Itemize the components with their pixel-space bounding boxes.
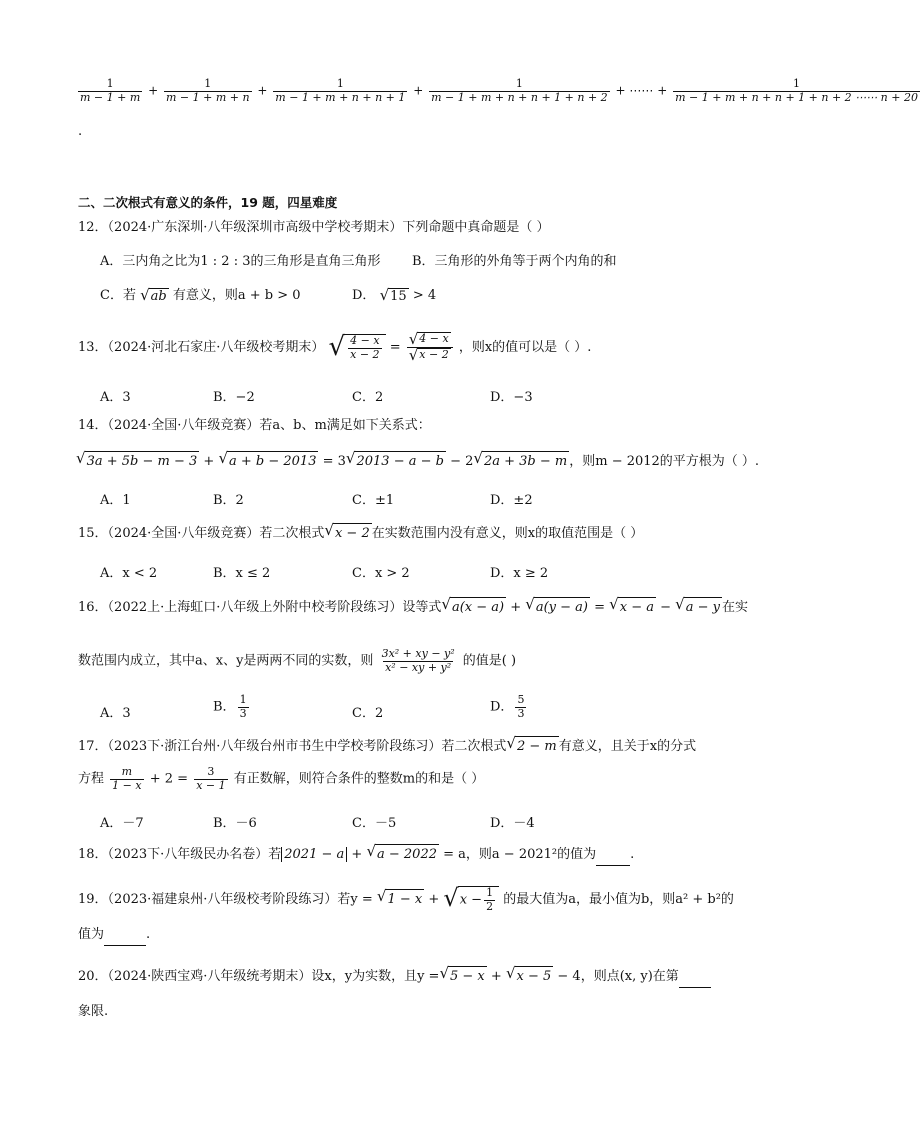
formula-term-2: $\frac{1}{m - 1 + m + n}$ [166, 77, 250, 104]
question-15-stem: 15．（2024·全国·八年级竞赛）若二次根式 √ x − 2 在实数范围内没有意义，则x的取值范围是（ ） [78, 523, 643, 544]
question-14-option-b: B．2 [213, 493, 244, 508]
question-15-option-d: D．x ≥ 2 [490, 566, 549, 581]
answer-blank-18[interactable] [596, 845, 630, 866]
question-19-stem: 19．（2023·福建泉州·八年级校考阶段练习）若y = √ 1 − x + √ x − $\frac{1}{2}$ 的最大值为a，最小值为b，则a² + b²的 [78, 884, 734, 913]
formula-term-4: $\frac{1}{m - 1 + m + n + n + 1 + n + 2}$ [431, 77, 608, 104]
question-18-stem: 18．（2023下·八年级民办名卷）若 2021 − a + √ a − 2022 = a，则a − 2021²的值为 . [78, 844, 634, 866]
question-15-option-a: A．x < 2 [100, 566, 158, 581]
question-17-stem: 17．（2023下·浙江台州·八年级台州市书生中学校考阶段练习）若二次根式 √ 2 − m 有意义，且关于x的分式 [78, 736, 696, 757]
question-14-option-c: C．±1 [352, 493, 395, 508]
formula-term-1: $\frac{1}{m - 1 + m}$ [80, 77, 141, 104]
question-17-option-a: A．－7 [100, 816, 144, 831]
answer-blank-20[interactable] [679, 967, 711, 988]
question-12-option-a: A．三内角之比为1 : 2 : 3的三角形是直角三角形 [100, 254, 381, 269]
answer-blank-19[interactable] [104, 925, 146, 946]
question-13-option-b: B．−2 [213, 390, 255, 405]
question-13-stem: 13．（2024·河北石家庄·八年级校考期末） √ $\frac{4 - x}{x - 2}$ = √ 4 − x √ x − 2 ，则x的值可以是（ ）. [78, 330, 592, 364]
section-heading: 二、二次根式有意义的条件，19 题，四星难度 [78, 195, 338, 210]
formula-term-3: $\frac{1}{m - 1 + m + n + n + 1}$ [275, 77, 406, 104]
question-12-stem: 12．（2024·广东深圳·八年级深圳市高级中学校考期末）下列命题中真命题是（ ） [78, 220, 550, 235]
question-14-option-d: D．±2 [490, 493, 533, 508]
question-17-line-2: 方程 $\frac{m}{1 - x}$ + 2 = $\frac{3}{x - 1}$ 有正数解，则符合条件的整数m的和是（ ） [78, 765, 485, 792]
question-16-line-2: 数范围内成立，其中a、x、y是两两不同的实数，则 $\frac{\text{3x² + xy − y²}}{\text{x² − xy + y²}}$ 的值是( ) [78, 647, 517, 674]
absolute-value: 2021 − a [281, 847, 347, 862]
question-12-option-c: C．若 √ ab 有意义，则a + b > 0 [100, 285, 301, 304]
question-14-option-a: A．1 [100, 493, 131, 508]
formula-ellipsis: + ⋯⋯ + [615, 83, 668, 98]
question-14-equation: √ 3a + 5b − m − 3 + √ a + b − 2013 = 3 √ 2013 − a − b − 2 √ 2a + 3b − m ，则m − 2012的平方根为（ ）. [76, 451, 759, 472]
top-formula: $\frac{1}{m - 1 + m}$ + $\frac{1}{m - 1 + m + n}$ + $\frac{1}{m - 1 + m + n + n + 1}$ + $\frac{1}{m - 1 + m + n + n + 1 + n + 2}$ + ⋯⋯ + $\frac{1}{m - 1 + m + n + n + 1 + n + 2 \cdots\cdots n + 20}$ [80, 77, 918, 104]
question-13-option-a: A．3 [100, 390, 131, 405]
question-12-option-b: B．三角形的外角等于两个内角的和 [412, 254, 617, 269]
question-17-option-b: B．－6 [213, 816, 257, 831]
question-17-option-d: D．－4 [490, 816, 535, 831]
question-12-option-d: D． √ 15 > 4 [352, 285, 437, 304]
question-13-option-d: D．−3 [490, 390, 533, 405]
question-17-option-c: C．－5 [352, 816, 397, 831]
question-16-option-a: A．3 [100, 706, 131, 721]
formula-trailing-period: . [78, 124, 83, 139]
formula-term-5: $\frac{1}{m - 1 + m + n + n + 1 + n + 2 \cdots\cdots n + 20}$ [675, 77, 918, 104]
question-15-option-b: B．x ≤ 2 [213, 566, 271, 581]
question-16-option-d: D． $\frac{5}{3}$ [490, 693, 525, 720]
question-16-option-c: C．2 [352, 706, 384, 721]
question-20-line-2: 象限. [78, 1004, 109, 1019]
question-19-line-2: 值为 . [78, 925, 150, 946]
question-15-option-c: C．x > 2 [352, 566, 410, 581]
question-16-stem: 16．（2022上·上海虹口·八年级上外附中校考阶段练习）设等式 √ a(x − a) + √ a(y − a) = √ x − a − √ a − y 在实 [78, 597, 748, 618]
question-20-stem: 20．（2024·陕西宝鸡·八年级统考期末）设x，y为实数，且y = √ 5 − x + √ x − 5 − 4，则点(x, y)在第 [78, 966, 711, 988]
question-13-option-c: C．2 [352, 390, 384, 405]
question-16-option-b: B． $\frac{1}{3}$ [213, 693, 247, 720]
question-14-stem: 14．（2024·全国·八年级竞赛）若a、b、m满足如下关系式： [78, 418, 431, 433]
